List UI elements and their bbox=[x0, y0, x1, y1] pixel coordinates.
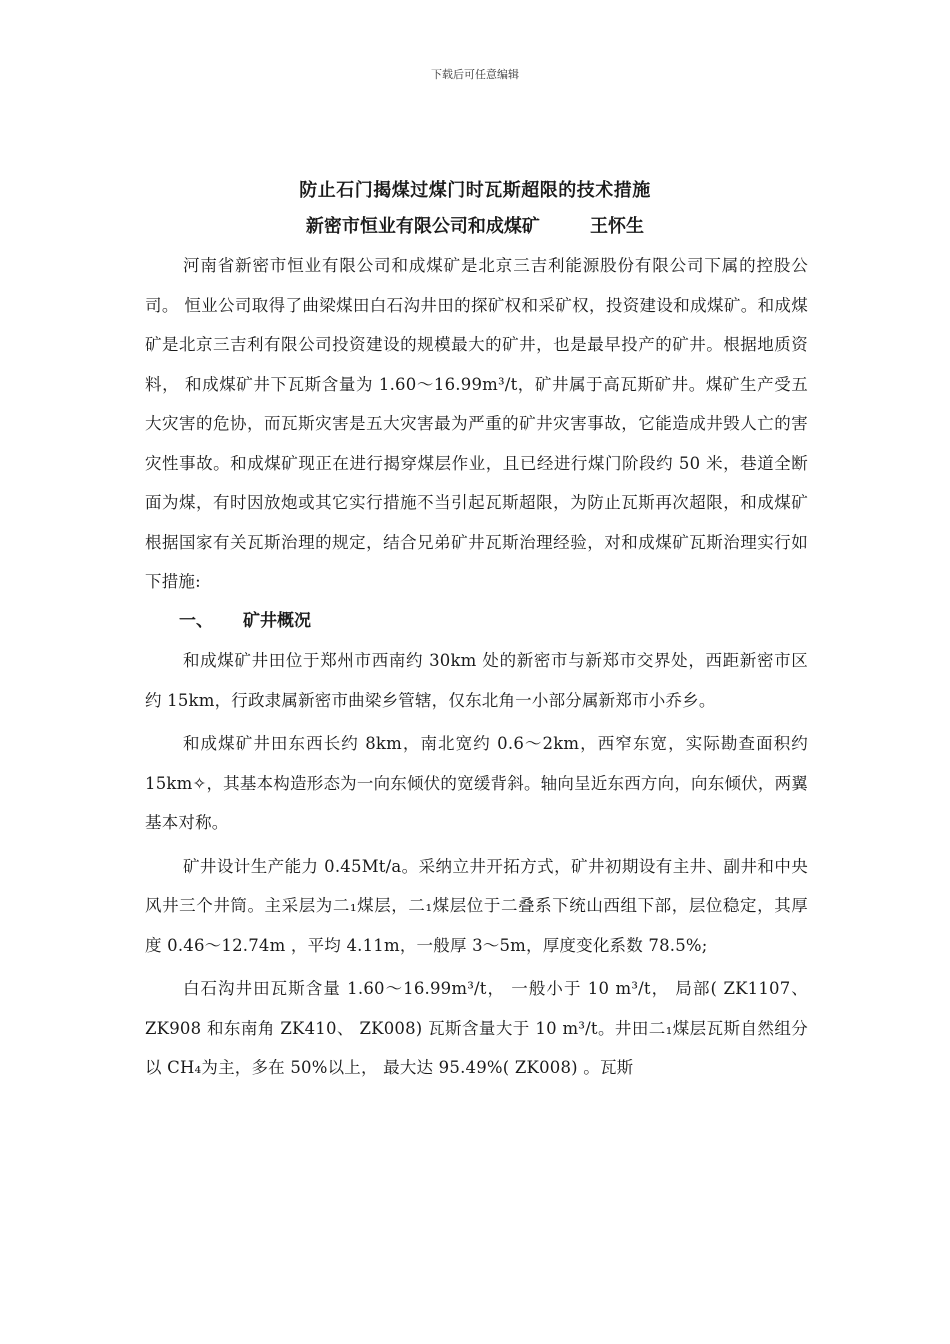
header-note: 下载后可任意编辑 bbox=[431, 68, 519, 81]
section1-paragraph-3: 矿井设计生产能力 0.45Mt/a。采纳立井开拓方式，矿井初期设有主井、副井和中央风井三个井筒。主采层为二₁煤层，二₁煤层位于二叠系下统山西组下部，层位稳定，其厚度 0.46～12.74m ，平均 4.11m，一般厚 3～5m，厚度变化系数 78.5%; bbox=[145, 856, 808, 955]
document-subtitle: 新密市恒业有限公司和成煤矿 王怀生 bbox=[305, 216, 645, 237]
section-label: 矿井概况 bbox=[243, 610, 311, 631]
section-heading-1 bbox=[145, 602, 808, 642]
section-number: 一、 bbox=[179, 610, 213, 631]
document-body bbox=[145, 246, 808, 1088]
intro-paragraph: 河南省新密市恒业有限公司和成煤矿是北京三吉利能源股份有限公司下属的控股公司。 恒业公司取得了曲梁煤田白石沟井田的探矿权和采矿权，投资建设和成煤矿。和成煤矿是北京三吉利有限公司投资建设的规模最大的矿井，也是最早投产的矿井。根据地质资料， 和成煤矿井下瓦斯含量为 1.60～16.99m³/t，矿井属于高瓦斯矿井。煤矿生产受五大灾害的危协，而瓦斯灾害是五大灾害最为严重的矿井灾害事故，它能造成井毁人亡的害灾性事故。和成煤矿现正在进行揭穿煤层作业，且已经进行煤门阶段约 50 米，巷道全断面为煤，有时因放炮或其它实行措施不当引起瓦斯超限，为防止瓦斯再次超限，和成煤矿根据国家有关瓦斯治理的规定，结合兄弟矿井瓦斯治理经验，对和成煤矿瓦斯治理实行如下措施: bbox=[145, 256, 808, 591]
section1-paragraph-4: 白石沟井田瓦斯含量 1.60～16.99m³/t， 一般小于 10 m³/t， 局部( ZK1107、 ZK908 和东南角 ZK410、 ZK008) 瓦斯含量大于 10 m³/t。井田二₁煤层瓦斯自然组分以 CH₄为主，多在 50%以上， 最大达 95.49%( ZK008) 。瓦斯 bbox=[145, 979, 808, 1077]
section1-paragraph-1: 和成煤矿井田位于郑州市西南约 30km 处的新密市与新郑市交界处，西距新密市区约 15km，行政隶属新密市曲梁乡管辖，仅东北角一小部分属新郑市小乔乡。 bbox=[145, 651, 808, 710]
section1-paragraph-2: 和成煤矿井田东西长约 8km，南北宽约 0.6～2km，西窄东宽，实际勘查面积约 15km✧，其基本构造形态为一向东倾伏的宽缓背斜。轴向呈近东西方向，向东倾伏，两翼基本对称。 bbox=[145, 734, 808, 832]
document-title: 防止石门揭煤过煤门时瓦斯超限的技术措施 bbox=[299, 180, 651, 201]
